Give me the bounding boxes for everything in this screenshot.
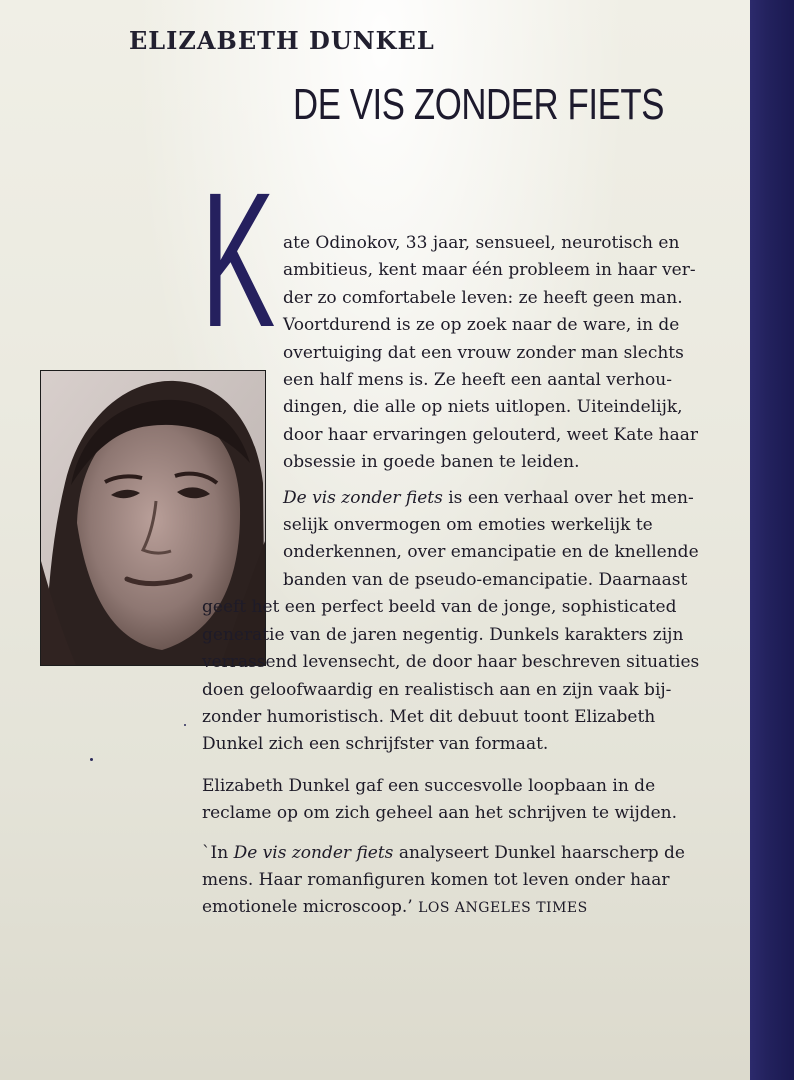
bio-line: Elizabeth Dunkel gaf een succesvolle loopbaan in de — [202, 775, 656, 796]
blurb-line: obsessie in goede banen te leiden. — [283, 452, 580, 473]
blurb-paragraph-2 — [202, 485, 742, 759]
blurb-line: der zo comfortabele leven: ze heeft geen man. — [283, 287, 683, 308]
author-name: ELIZABETH DUNKEL — [129, 26, 435, 55]
blurb-line: geeft het een perfect beeld van de jonge, sophisticated — [202, 597, 677, 618]
book-title: DE VIS ZONDER FIETS — [293, 80, 665, 129]
blurb-line: ate Odinokov, 33 jaar, sensueel, neurotisch en — [283, 233, 680, 253]
quote-line — [202, 894, 742, 922]
blurb-line — [202, 485, 742, 512]
blurb-line: door haar ervaringen gelouterd, weet Kate haar — [283, 424, 699, 445]
print-speck — [184, 724, 186, 726]
blurb-line: een half mens is. Ze heeft een aantal verhou- — [283, 370, 672, 391]
author-bio-paragraph — [202, 773, 742, 828]
blurb-line: verrassend levensecht, de door haar beschreven situaties — [202, 652, 700, 673]
quote-line: mens. Haar romanfiguren komen tot leven onder haar — [202, 869, 670, 890]
back-cover-blurb — [202, 230, 742, 923]
press-quote — [202, 840, 742, 923]
quote-source: LOS ANGELES TIMES — [418, 900, 588, 917]
drop-cap-letter: K — [201, 152, 276, 367]
blurb-line: zonder humoristisch. Met dit debuut toont Elizabeth — [202, 706, 656, 727]
quote-open-mark: `In — [202, 842, 234, 863]
print-speck — [90, 758, 93, 761]
blurb-line: generatie van de jaren negentig. Dunkels karakters zijn — [202, 624, 684, 645]
blurb-line: Dunkel zich een schrijfster van formaat. — [202, 734, 549, 755]
navy-spine-band — [750, 0, 794, 1080]
blurb-line: ambitieus, kent maar één probleem in haar ver- — [283, 260, 696, 281]
blurb-paragraph-1 — [202, 230, 742, 477]
book-title-in-quote: De vis zonder fiets — [233, 842, 394, 863]
blurb-line: dingen, die alle op niets uitlopen. Uiteindelijk, — [283, 397, 683, 418]
quote-line — [202, 840, 742, 867]
bio-line: reclame op om zich geheel aan het schrijven te wijden. — [202, 803, 678, 824]
quote-line-text: emotionele microscoop.’ — [202, 897, 419, 918]
blurb-line-text: is een verhaal over het men- — [442, 487, 694, 508]
blurb-line: doen geloofwaardig en realistisch aan en zijn vaak bij- — [202, 679, 672, 700]
book-title-in-text: De vis zonder fiets — [283, 487, 443, 508]
blurb-line: onderkennen, over emancipatie en de knellende — [283, 542, 699, 563]
blurb-line: Voortdurend is ze op zoek naar de ware, in de — [283, 315, 680, 336]
blurb-line: overtuiging dat een vrouw zonder man slechts — [283, 342, 684, 363]
quote-line-text: analyseert Dunkel haarscherp de — [393, 842, 685, 863]
blurb-line: selijk onvermogen om emoties werkelijk te — [283, 515, 653, 536]
blurb-line: banden van de pseudo-emancipatie. Daarnaast — [283, 569, 688, 590]
